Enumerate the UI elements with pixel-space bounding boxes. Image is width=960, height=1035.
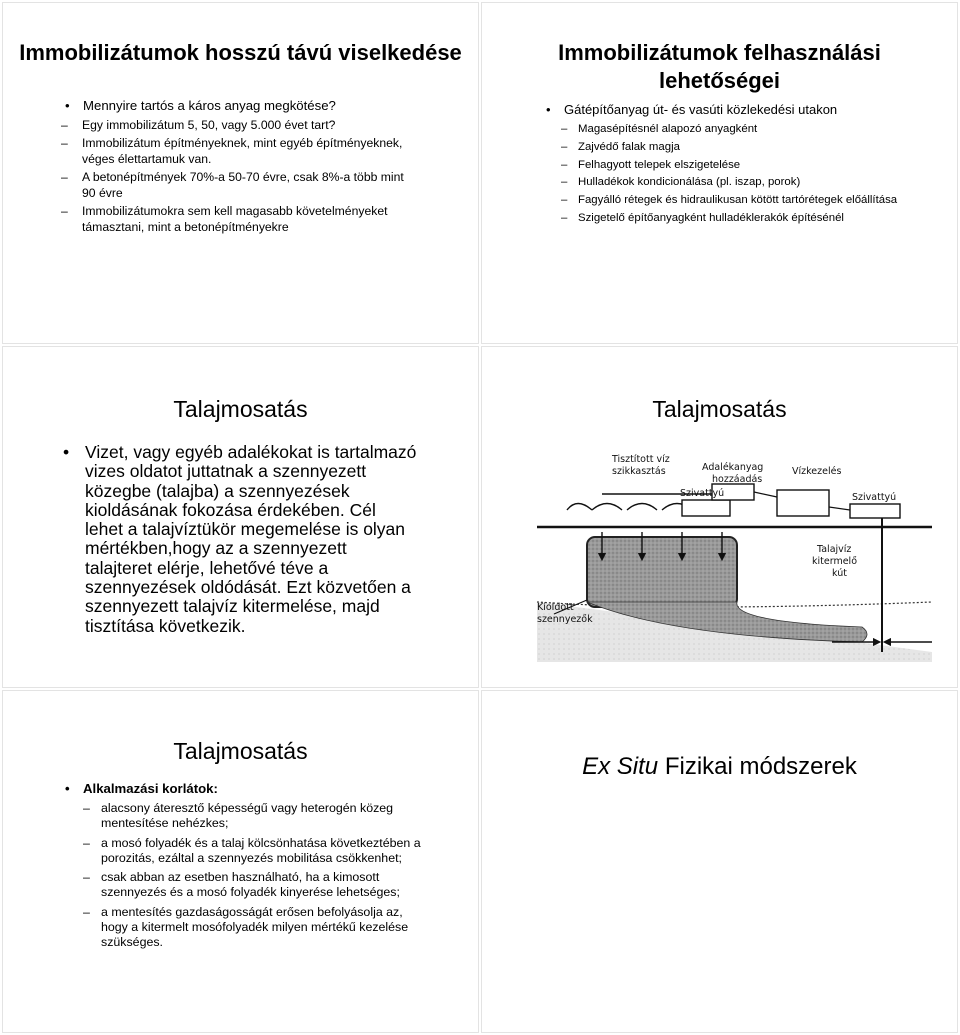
list-item: – a mosó folyadék és a talaj kölcsönhatása következtében a porozitás, ezáltal a szennyezés mobilitása csökkenhet; [65, 836, 425, 867]
water-treatment-box [777, 490, 829, 516]
list-item: – Zajvédő falak magja [546, 140, 936, 155]
label-pump-left: Szivattyú [680, 488, 725, 499]
bullet-list [546, 102, 936, 229]
list-item: – Immobilizátum építményeknek, mint egyéb építményeknek, véges élettartamuk van. [47, 135, 405, 167]
list-item: – Szigetelő építőanyagként hulladéklerakók építésénél [546, 211, 936, 226]
slide-title: Talajmosatás [652, 396, 787, 422]
list-item: – Egy immobilizátum 5, 50, vagy 5.000 évet tart? [47, 117, 405, 133]
list-item-header: • Alkalmazási korlátok: [65, 781, 425, 797]
label-additive-1: Adalékanyag [702, 462, 764, 473]
list-item: • Mennyire tartós a káros anyag megkötése? [65, 98, 405, 114]
list-item: – Hulladékok kondicionálása (pl. iszap, porok) [546, 175, 936, 190]
slide-title: Talajmosatás [173, 396, 308, 422]
bullet-list [65, 781, 425, 955]
title-italic-part: Ex Situ [582, 753, 659, 780]
label-well-3: kút [832, 568, 847, 579]
label-water-treatment: Vízkezelés [792, 466, 842, 477]
pump-box-left [682, 500, 730, 516]
slide-title [482, 753, 957, 781]
slide-ex-situ [481, 690, 958, 1033]
list-item: – A betonépítmények 70%-a 50-70 évre, csak 8%-a több mint 90 évre [47, 169, 405, 201]
label-pollutants-2: szennyezők [537, 614, 593, 625]
label-pump-right: Szivattyú [852, 492, 897, 503]
slide-soil-washing-limits [2, 690, 479, 1033]
slide-soil-washing-diagram [481, 346, 958, 688]
label-pollutants-1: Kioldott [537, 602, 574, 613]
bullet-list [65, 98, 405, 237]
list-item: – csak abban az esetben használható, ha a kimosott szennyezés és a mosó folyadék kinyerése lehetséges; [65, 870, 425, 901]
list-item: – alacsony áteresztő képességű vagy heterogén közeg mentesítése nehézkes; [65, 801, 425, 832]
list-item: – Magasépítésnél alapozó anyagként [546, 122, 936, 137]
slide-immobilizate-uses [481, 2, 958, 344]
list-item: – a mentesítés gazdaságosságát erősen befolyásolja az, hogy a kitermelt mosófolyadék milyen mértékű kezelése szükséges. [65, 905, 425, 951]
label-well-2: kitermelő [812, 556, 857, 567]
contaminated-zone [587, 537, 737, 607]
label-cleaned-water-2: szikkasztás [612, 466, 666, 477]
list-item: – Felhagyott telepek elszigetelése [546, 158, 936, 173]
list-item: • Vizet, vagy egyéb adalékokat is tartalmazó vizes oldatot juttatnak a szennyezett közegbe (talajba) a szennyezések kioldásának fokozása érdekében. Cél lehet a talajvíztükör megemelése is olyan mértékben,hogy az a szennyezett talajteret elérje, lehetővé téve a szennyezések oldódását. Ezt közvetően a szennyezett talajvíz kitermelése, majd tisztítása következik. [63, 443, 418, 636]
slide-immobilizate-longterm [2, 2, 479, 344]
list-item: – Immobilizátumokra sem kell magasabb követelményeket támasztani, mint a betonépítményekre [47, 203, 405, 235]
list-item: – Fagyálló rétegek és hidraulikusan kötött tartórétegek előállítása [546, 193, 936, 208]
label-additive-2: hozzáadás [712, 474, 763, 485]
slide-title: Talajmosatás [173, 738, 308, 764]
pump-box-right [850, 504, 900, 518]
label-cleaned-water-1: Tisztított víz [612, 454, 670, 465]
slide-title: Immobilizátumok felhasználási lehetőségei [558, 40, 881, 93]
soil-washing-diagram [532, 452, 932, 662]
list-item: • Gátépítőanyag út- és vasúti közlekedési utakon [546, 102, 936, 118]
bullet-list [63, 443, 418, 636]
slide-soil-washing-text [2, 346, 479, 688]
label-well-1: Talajvíz [817, 544, 852, 555]
slide-title: Immobilizátumok hosszú távú viselkedése [19, 40, 462, 65]
title-rest: Fizikai módszerek [658, 753, 857, 780]
